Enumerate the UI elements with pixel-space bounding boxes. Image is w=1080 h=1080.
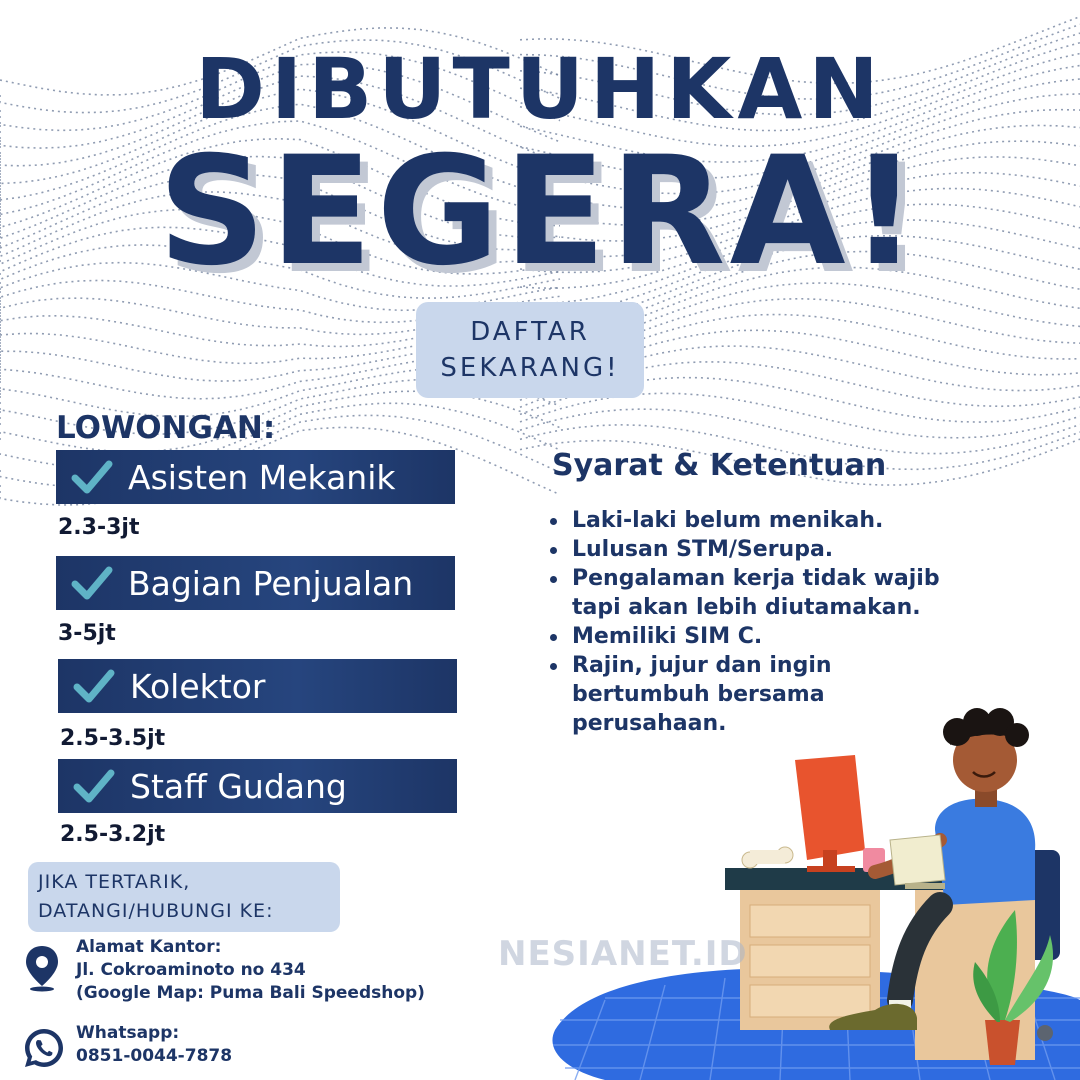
whatsapp-icon <box>22 1026 66 1070</box>
job-item-asisten-mekanik <box>56 450 455 504</box>
address-line: Jl. Cokroaminoto no 434 <box>76 960 306 980</box>
headline-segera: SEGERA! <box>157 125 923 299</box>
whatsapp-label: Whatsapp: <box>76 1023 180 1043</box>
address-map: (Google Map: Puma Bali Speedshop) <box>76 983 425 1003</box>
check-icon <box>64 450 120 504</box>
check-icon <box>66 759 122 813</box>
job-label: Staff Gudang <box>130 766 347 806</box>
location-pin-icon <box>22 944 62 992</box>
terms-item: Laki-laki belum menikah. <box>548 506 968 535</box>
job-item-staff-gudang <box>58 759 457 813</box>
wave-line <box>520 393 1080 438</box>
terms-title: Syarat & Ketentuan <box>552 448 887 483</box>
job-item-kolektor <box>58 659 457 713</box>
whatsapp-block <box>76 1022 232 1068</box>
contact-tag-line-2: DATANGI/HUBUNGI KE: <box>38 900 274 922</box>
vacancies-title: LOWONGAN: <box>56 410 276 446</box>
worker-at-desk-illustration <box>545 700 1080 1080</box>
terms-item: Lulusan STM/Serupa. <box>548 535 968 564</box>
apply-now-badge <box>416 302 644 398</box>
job-salary: 2.3-3jt <box>58 515 140 540</box>
job-salary: 2.5-3.2jt <box>60 822 166 847</box>
job-salary: 3-5jt <box>58 621 116 646</box>
job-item-bagian-penjualan <box>56 556 455 610</box>
job-label: Asisten Mekanik <box>128 457 396 497</box>
contact-tag-line-1: JIKA TERTARIK, <box>38 871 191 893</box>
job-label: Bagian Penjualan <box>128 563 414 603</box>
address-block <box>76 936 425 1005</box>
check-icon <box>64 556 120 610</box>
check-icon <box>66 659 122 713</box>
terms-item: Rajin, jujur dan ingin bertumbuh bersama perusahaan. <box>548 651 968 738</box>
wave-line <box>520 409 1080 454</box>
cta-line-1: DAFTAR <box>470 317 590 347</box>
job-salary: 2.5-3.5jt <box>60 726 166 751</box>
headline-dibutuhkan: DIBUTUHKAN <box>195 40 885 138</box>
watermark: NESIANET.ID <box>498 934 748 974</box>
address-label: Alamat Kantor: <box>76 937 222 957</box>
cta-line-2: SEKARANG! <box>440 353 620 383</box>
contact-instruction-badge <box>28 862 340 932</box>
terms-item: Memiliki SIM C. <box>548 622 968 651</box>
job-label: Kolektor <box>130 666 266 706</box>
terms-item: Pengalaman kerja tidak wajib tapi akan lebih diutamakan. <box>548 564 968 622</box>
whatsapp-number[interactable]: 0851-0044-7878 <box>76 1046 233 1066</box>
